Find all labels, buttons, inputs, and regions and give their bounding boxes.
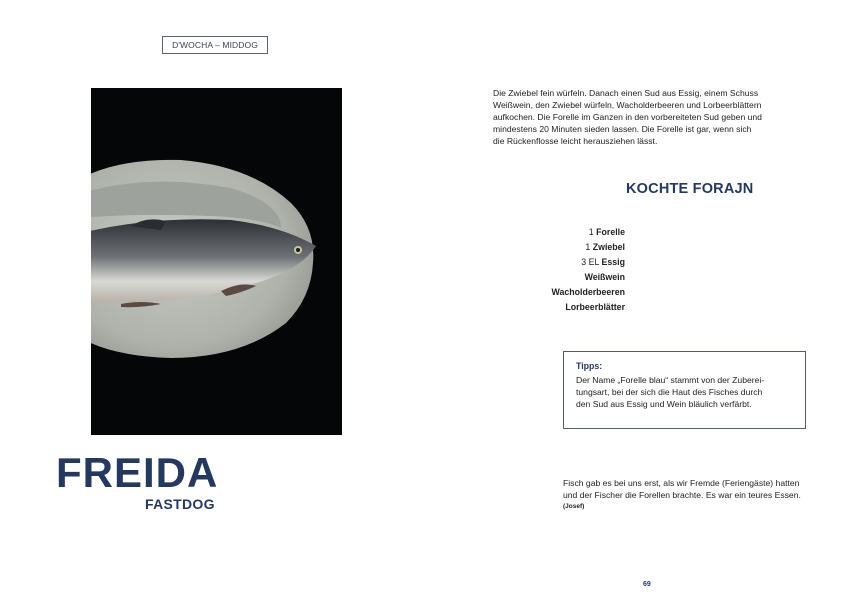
- intro-line: Weißwein, den Zwiebel würfeln, Wacholderbeeren und Lorbeerblättern: [493, 100, 762, 111]
- ingredient-name: Forelle: [596, 227, 625, 237]
- ingredient-item: [552, 225, 626, 240]
- ingredient-name: Essig: [601, 257, 625, 267]
- ingredient-qty: 1: [588, 227, 594, 237]
- trout-photo: [91, 88, 342, 435]
- ingredient-name: Wacholderbeeren: [551, 287, 625, 297]
- ingredient-item: [552, 300, 626, 315]
- ingredient-item: [552, 240, 626, 255]
- ingredient-item: [552, 285, 626, 300]
- intro-paragraph: [493, 87, 803, 147]
- intro-line: mindestens 20 Minuten sieden lassen. Die Forelle ist gar, wenn sich: [493, 124, 752, 135]
- person-first-name: FREIDA: [56, 449, 219, 496]
- intro-line: die Rückenflosse leicht herausziehen lässt.: [493, 136, 658, 147]
- tip-text: [576, 374, 793, 410]
- recipe-title: KOCHTE FORAJN: [626, 181, 754, 197]
- person-last-name: FASTDOG: [145, 496, 215, 512]
- section-tag: D'WOCHA – MIDDOG: [162, 36, 268, 54]
- ingredient-name: Lorbeerblätter: [565, 302, 625, 312]
- quote-text: [563, 477, 813, 501]
- quote-line: Fisch gab es bei uns erst, als wir Fremde (Feriengäste) hatten: [563, 478, 800, 488]
- intro-line: Die Zwiebel fein würfeln. Danach einen Sud aus Essig, einem Schuss: [493, 88, 759, 98]
- ingredient-qty: 1: [585, 242, 591, 252]
- ingredient-item: [552, 270, 626, 285]
- quote-author: (Josef): [563, 503, 585, 510]
- tip-line: Der Name „Forelle blau“ stammt von der Zuberei-: [576, 375, 765, 385]
- ingredient-qty: 3 EL: [581, 257, 600, 267]
- fish-photo-icon: [91, 88, 342, 435]
- ingredient-name: Weißwein: [584, 272, 625, 282]
- page-number: 69: [643, 581, 651, 588]
- ingredient-name: Zwiebel: [592, 242, 625, 252]
- quote-line: und der Fischer die Forellen brachte. Es war ein teures Essen.: [563, 490, 801, 500]
- intro-line: aufkochen. Die Forelle im Ganzen in den vorbereiteten Sud geben und: [493, 112, 762, 123]
- ingredient-item: [552, 255, 626, 270]
- tip-line: den Sud aus Essig und Wein bläulich verfärbt.: [576, 399, 752, 409]
- tip-box: [563, 351, 806, 429]
- tip-line: tungsart, bei der sich die Haut des Fisches durch: [576, 387, 763, 397]
- tip-title: Tipps:: [576, 361, 603, 371]
- ingredient-list: [552, 225, 626, 315]
